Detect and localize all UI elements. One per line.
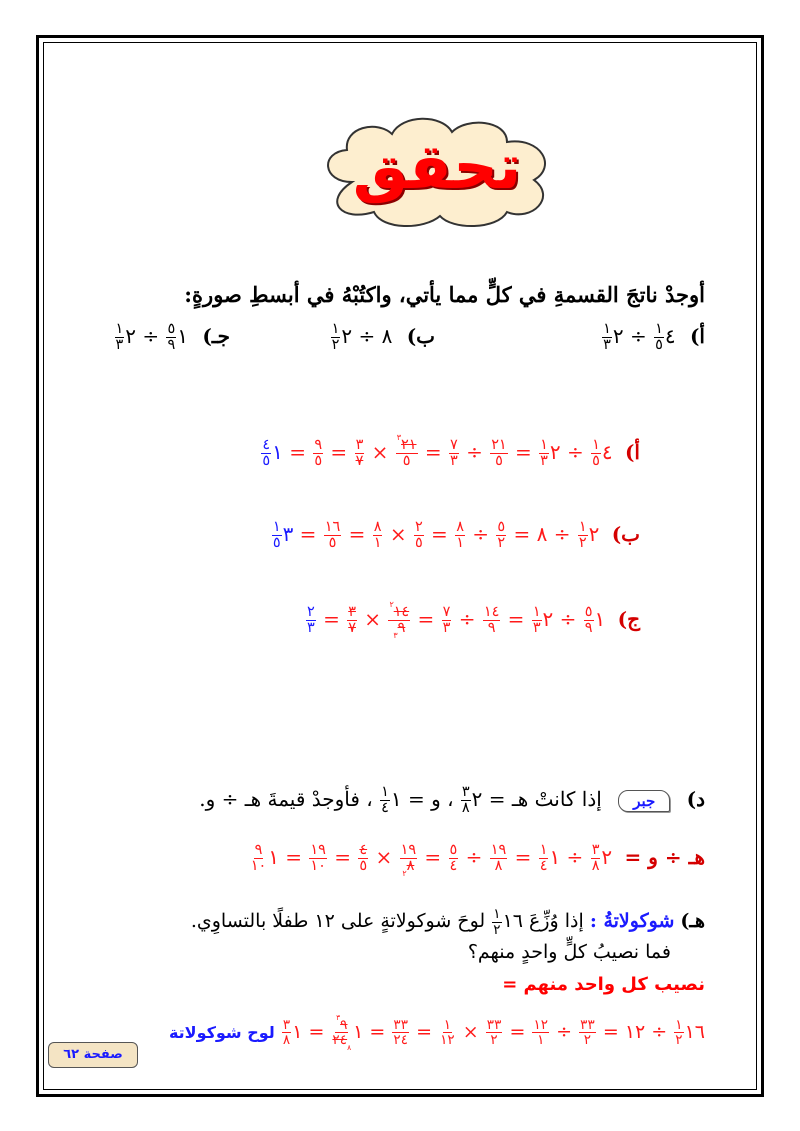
answer-a: أ) ٤ $\frac{١}{٥}$ ÷ ٢ $\frac{١}{٣}$ = $\frac{٢١}{٥}$ ÷ $\frac{٧}{٣}$ = $\frac{^٣٢١}{٥}$ × $\frac{٣}{٧}$ = $\frac{٩}{٥}$ = ١ $\frac{٤}{٥}$ [262,433,640,470]
instruction-text: أوجدْ ناتجَ القسمةِ في كلٍّ مما يأتي، واكتُبْهُ في أبسطِ صورةٍ: [184,282,705,307]
chocolate-text2: لوحَ شوكولاتةٍ على ١٢ طفلًا بالتساوِي. [190,910,486,932]
question-b: ب) ٨ ÷ ٢ $\frac{١}{٢}$ [331,321,435,354]
share-label: نصيب كل واحد منهم = [502,974,705,995]
answer-e-unit: لوح شوكولاتة [168,1022,275,1042]
question-a-label: أ) [689,324,705,349]
answer-d: هـ ÷ و = ٢ $\frac{٣}{٨}$ ÷ ١ $\frac{١}{٤}$ = $\frac{١٩}{٨}$ ÷ $\frac{٥}{٤}$ = $\frac{١٩}{_٢٨}$ × $\frac{٤}{٥}$ = $\frac{١٩}{١٠}$ = ١ $\frac{٩}{١٠}$ [250,842,705,878]
title-cloud [312,112,562,232]
chocolate-text1: إذا وُزِّعَ [529,910,584,932]
question-a: أ) ٤ $\frac{١}{٥}$ ÷ ٢ $\frac{١}{٣}$ [603,321,705,354]
answer-a-label: أ) [624,440,640,465]
chocolate-text3: فما نصيبُ كلٍّ واحدٍ منهم؟ [467,940,671,963]
algebra-text2: ، و = [407,787,454,812]
question-c-label: جـ) [202,324,230,349]
chocolate-label: هـ) [680,910,705,932]
question-b-whole: ٨ [381,324,393,349]
answer-c-label: ج) [617,607,640,632]
answer-b-label: ب) [611,522,640,547]
answer-c: ج) ١ $\frac{٥}{٩}$ ÷ ٢ $\frac{١}{٣}$ = $\frac{١٤}{٩}$ ÷ $\frac{٧}{٣}$ = $\frac{^٢١٤}{_٣٩}$ × $\frac{٣}{٧}$ = $\frac{٢}{٣}$ [307,600,640,640]
algebra-text1: إذا كانتْ هـ = [488,787,602,812]
algebra-label: د) [686,787,705,812]
answer-b: ب) ٢ $\frac{١}{٢}$ ÷ ٨ = $\frac{٥}{٢}$ ÷ $\frac{٨}{١}$ = $\frac{٢}{٥}$ × $\frac{٨}{١}$ = $\frac{١٦}{٥}$ = ٣ $\frac{١}{٥}$ [272,519,640,552]
algebra-question: د) جبر إذا كانتْ هـ = ٢ $\frac{٣}{٨}$ ، و = ١ $\frac{١}{٤}$ ، فأوجدْ قيمةَ هـ ÷ و. [199,784,705,817]
page-title: تحقق [352,130,522,203]
question-c: جـ) ١ $\frac{٥}{٩}$ ÷ ٢ $\frac{١}{٣}$ [115,321,230,354]
chocolate-question: هـ) شوكولاتةُ : إذا وُزِّعَ ١٦ $\frac{١}{٢}$ لوحَ شوكولاتةٍ على ١٢ طفلًا بالتساوِي. فما نصيبُ كلٍّ واحدٍ منهم؟ [45,906,705,967]
algebra-badge: جبر [618,790,670,812]
question-b-label: ب) [406,324,435,349]
answer-e: ١٦ $\frac{١}{٢}$ ÷ ١٢ = $\frac{٣٣}{٢}$ ÷ $\frac{١٢}{١}$ = $\frac{٣٣}{٢}$ × $\frac{١}{١٢}$ = $\frac{٣٣}{٢٤}$ = ١ $\frac{^٣٩}{٢٤_٨}$ = ١ $\frac{٣}{٨}$ لوح شوكولاتة [168,1013,705,1052]
page-number: صفحة ٦٢ [48,1042,138,1068]
algebra-text3: ، فأوجدْ قيمةَ هـ ÷ و. [199,787,373,812]
chocolate-head: شوكولاتةُ : [589,910,675,932]
answer-d-label: هـ ÷ و = [624,845,705,870]
